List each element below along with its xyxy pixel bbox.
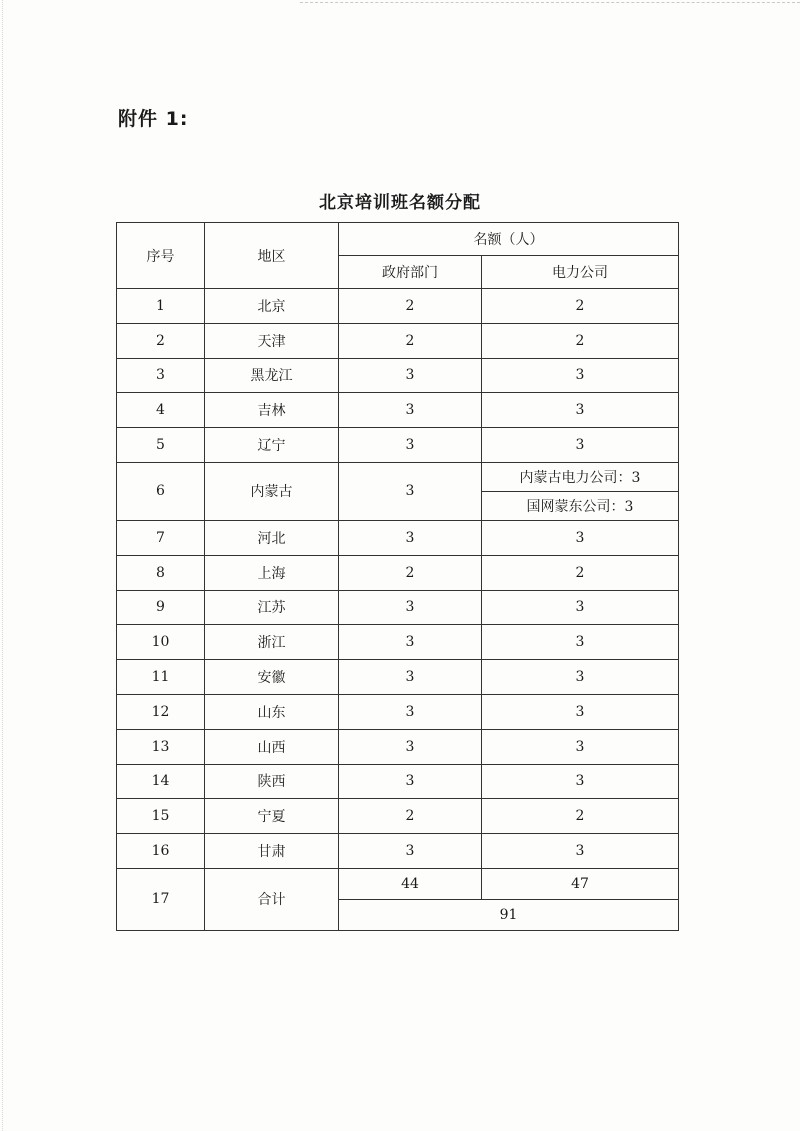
table-row (117, 358, 679, 393)
cell-seq: 16 (117, 834, 205, 869)
header-gov: 政府部门 (339, 256, 482, 289)
table-row (117, 660, 679, 695)
cell-region: 北京 (205, 289, 339, 324)
cell-total-gov: 44 (339, 868, 482, 899)
cell-seq: 9 (117, 590, 205, 625)
table-row (117, 799, 679, 834)
cell-region: 安徽 (205, 660, 339, 695)
cell-power: 3 (482, 834, 679, 869)
cell-power: 2 (482, 799, 679, 834)
cell-gov: 3 (339, 729, 482, 764)
table-row (117, 729, 679, 764)
cell-seq: 15 (117, 799, 205, 834)
cell-power-sub: 内蒙古电力公司：3 (482, 462, 679, 491)
table-row (117, 555, 679, 590)
cell-power: 3 (482, 428, 679, 463)
cell-power: 3 (482, 590, 679, 625)
cell-power: 3 (482, 625, 679, 660)
cell-gov: 2 (339, 289, 482, 324)
table-body (117, 289, 679, 931)
cell-total-label: 合计 (205, 868, 339, 930)
quota-table (116, 222, 679, 931)
table-row (117, 764, 679, 799)
cell-power: 3 (482, 660, 679, 695)
cell-gov: 3 (339, 358, 482, 393)
cell-seq: 1 (117, 289, 205, 324)
cell-gov: 3 (339, 428, 482, 463)
cell-seq: 3 (117, 358, 205, 393)
table-row (117, 323, 679, 358)
header-seq: 序号 (117, 223, 205, 289)
cell-gov: 3 (339, 764, 482, 799)
cell-seq: 14 (117, 764, 205, 799)
cell-gov: 3 (339, 393, 482, 428)
table-row (117, 289, 679, 324)
header-power: 电力公司 (482, 256, 679, 289)
cell-region: 宁夏 (205, 799, 339, 834)
total-row (117, 868, 679, 899)
cell-seq: 2 (117, 323, 205, 358)
cell-power: 3 (482, 729, 679, 764)
cell-power: 3 (482, 764, 679, 799)
cell-region: 山西 (205, 729, 339, 764)
cell-gov: 2 (339, 323, 482, 358)
table-row (117, 520, 679, 555)
cell-region: 江苏 (205, 590, 339, 625)
table-row (117, 428, 679, 463)
cell-region: 陕西 (205, 764, 339, 799)
cell-gov: 3 (339, 462, 482, 520)
cell-seq: 7 (117, 520, 205, 555)
table-row (117, 834, 679, 869)
document-title: 北京培训班名额分配 (319, 193, 481, 213)
cell-seq: 5 (117, 428, 205, 463)
cell-region: 内蒙古 (205, 462, 339, 520)
cell-gov: 3 (339, 520, 482, 555)
cell-region: 甘肃 (205, 834, 339, 869)
cell-total-seq: 17 (117, 868, 205, 930)
cell-gov: 3 (339, 590, 482, 625)
cell-seq: 4 (117, 393, 205, 428)
cell-total-power: 47 (482, 868, 679, 899)
cell-gov: 2 (339, 555, 482, 590)
cell-power-sub: 国网蒙东公司：3 (482, 491, 679, 520)
cell-grand-total: 91 (339, 899, 679, 930)
scan-artifact-top (300, 2, 800, 4)
cell-gov: 3 (339, 625, 482, 660)
scan-artifact-left (2, 0, 4, 1131)
cell-region: 浙江 (205, 625, 339, 660)
cell-seq: 11 (117, 660, 205, 695)
cell-seq: 13 (117, 729, 205, 764)
cell-region: 吉林 (205, 393, 339, 428)
cell-region: 上海 (205, 555, 339, 590)
cell-region: 辽宁 (205, 428, 339, 463)
cell-seq: 6 (117, 462, 205, 520)
table-row (117, 462, 679, 491)
header-region: 地区 (205, 223, 339, 289)
table-row (117, 393, 679, 428)
cell-power: 3 (482, 694, 679, 729)
cell-gov: 3 (339, 660, 482, 695)
cell-power: 2 (482, 555, 679, 590)
cell-seq: 8 (117, 555, 205, 590)
cell-gov: 2 (339, 799, 482, 834)
cell-region: 黑龙江 (205, 358, 339, 393)
cell-power: 3 (482, 358, 679, 393)
table-row (117, 694, 679, 729)
cell-region: 天津 (205, 323, 339, 358)
cell-region: 河北 (205, 520, 339, 555)
header-quota: 名额（人） (339, 223, 679, 256)
cell-gov: 3 (339, 834, 482, 869)
cell-seq: 12 (117, 694, 205, 729)
cell-power: 2 (482, 323, 679, 358)
cell-power: 2 (482, 289, 679, 324)
cell-power: 3 (482, 393, 679, 428)
table-row (117, 590, 679, 625)
attachment-label: 附件 1: (118, 108, 189, 130)
cell-gov: 3 (339, 694, 482, 729)
table-row (117, 625, 679, 660)
cell-power: 3 (482, 520, 679, 555)
cell-seq: 10 (117, 625, 205, 660)
table-header (117, 223, 679, 289)
cell-region: 山东 (205, 694, 339, 729)
